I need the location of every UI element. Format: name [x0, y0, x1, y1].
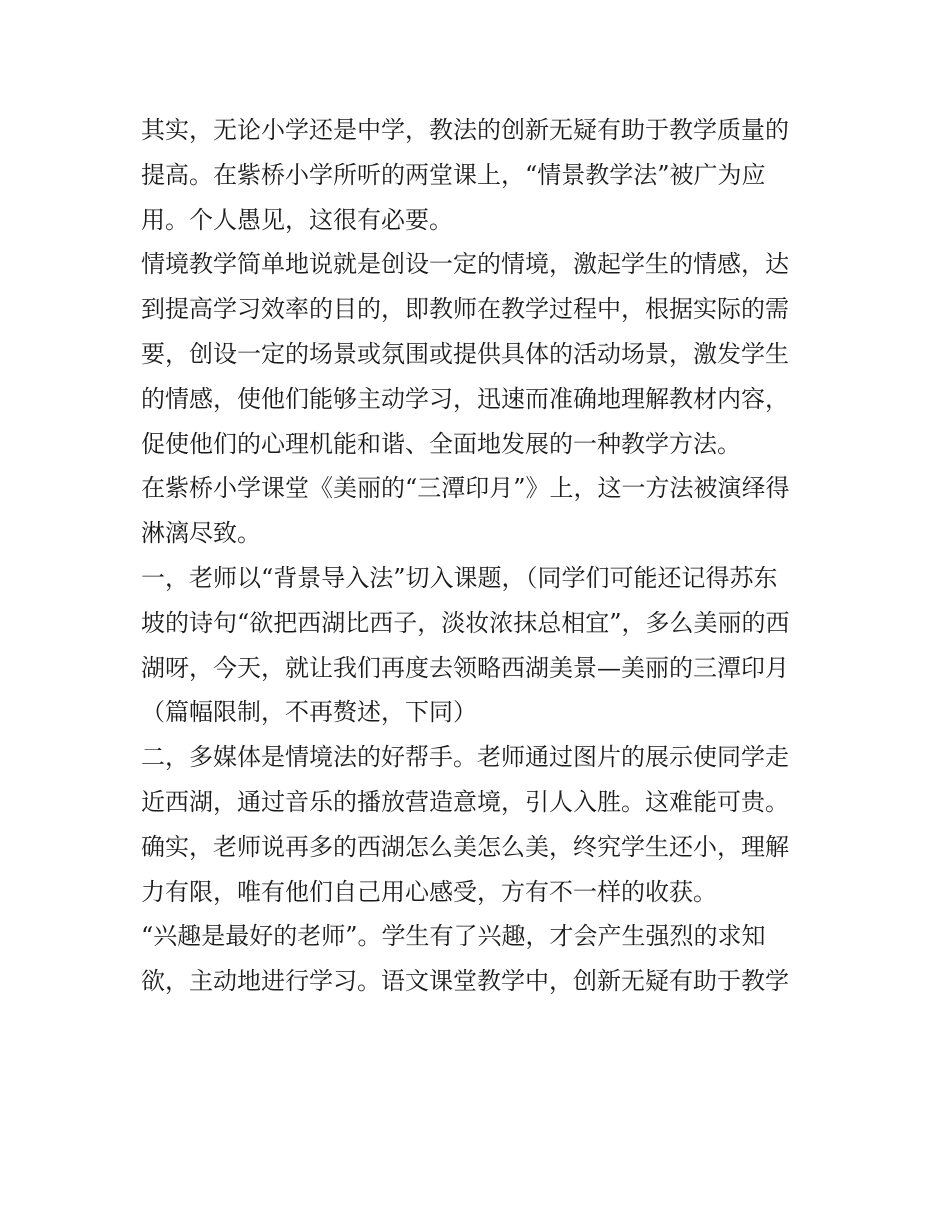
text-line: 的情感，使他们能够主动学习，迅速而准确地理解教材内容，	[141, 384, 789, 413]
text-line: 促使他们的心理机能和谐、全面地发展的一种教学方法。	[141, 429, 741, 458]
text-line: 在紫桥小学课堂《美丽的“三潭印月”》上，这一方法被演绎得	[141, 474, 790, 503]
text-line: 到提高学习效率的目的，即教师在教学过程中，根据实际的需	[141, 295, 789, 324]
text-line: 确实，老师说再多的西湖怎么美怎么美，终究学生还小，理解	[141, 832, 789, 861]
text-line: 要，创设一定的场景或氛围或提供具体的活动场景，激发学生	[141, 339, 789, 368]
text-line: 力有限，唯有他们自己用心感受，方有不一样的收获。	[141, 877, 717, 906]
text-line: 提高。在紫桥小学所听的两堂课上，“情景教学法”被广为应	[141, 160, 766, 189]
text-line: 用。个人愚见，这很有必要。	[141, 205, 453, 234]
text-line: 其实，无论小学还是中学，教法的创新无疑有助于教学质量的	[141, 116, 789, 144]
text-line: “兴趣是最好的老师”。学生有了兴趣，才会产生强烈的求知	[141, 922, 766, 951]
text-line: （篇幅限制，不再赘述，下同）	[141, 698, 477, 727]
text-line: 淋漓尽致。	[141, 519, 261, 548]
text-line: 二，多媒体是情境法的好帮手。老师通过图片的展示使同学走	[141, 743, 789, 772]
text-line: 湖呀，今天，就让我们再度去领略西湖美景—美丽的三潭印月	[141, 653, 789, 682]
text-line: 近西湖，通过音乐的播放营造意境，引人入胜。这难能可贵。	[141, 787, 789, 816]
text-line: 坡的诗句“欲把西湖比西子，淡妆浓抹总相宜”，多么美丽的西	[141, 608, 790, 637]
text-line: 一，老师以“背景导入法”切入课题，（同学们可能还记得苏东	[141, 563, 778, 592]
text-line: 欲，主动地进行学习。语文课堂教学中，创新无疑有助于教学	[141, 967, 789, 996]
body-text	[141, 108, 821, 1004]
text-line: 情境教学简单地说就是创设一定的情境，激起学生的情感，达	[141, 250, 789, 279]
